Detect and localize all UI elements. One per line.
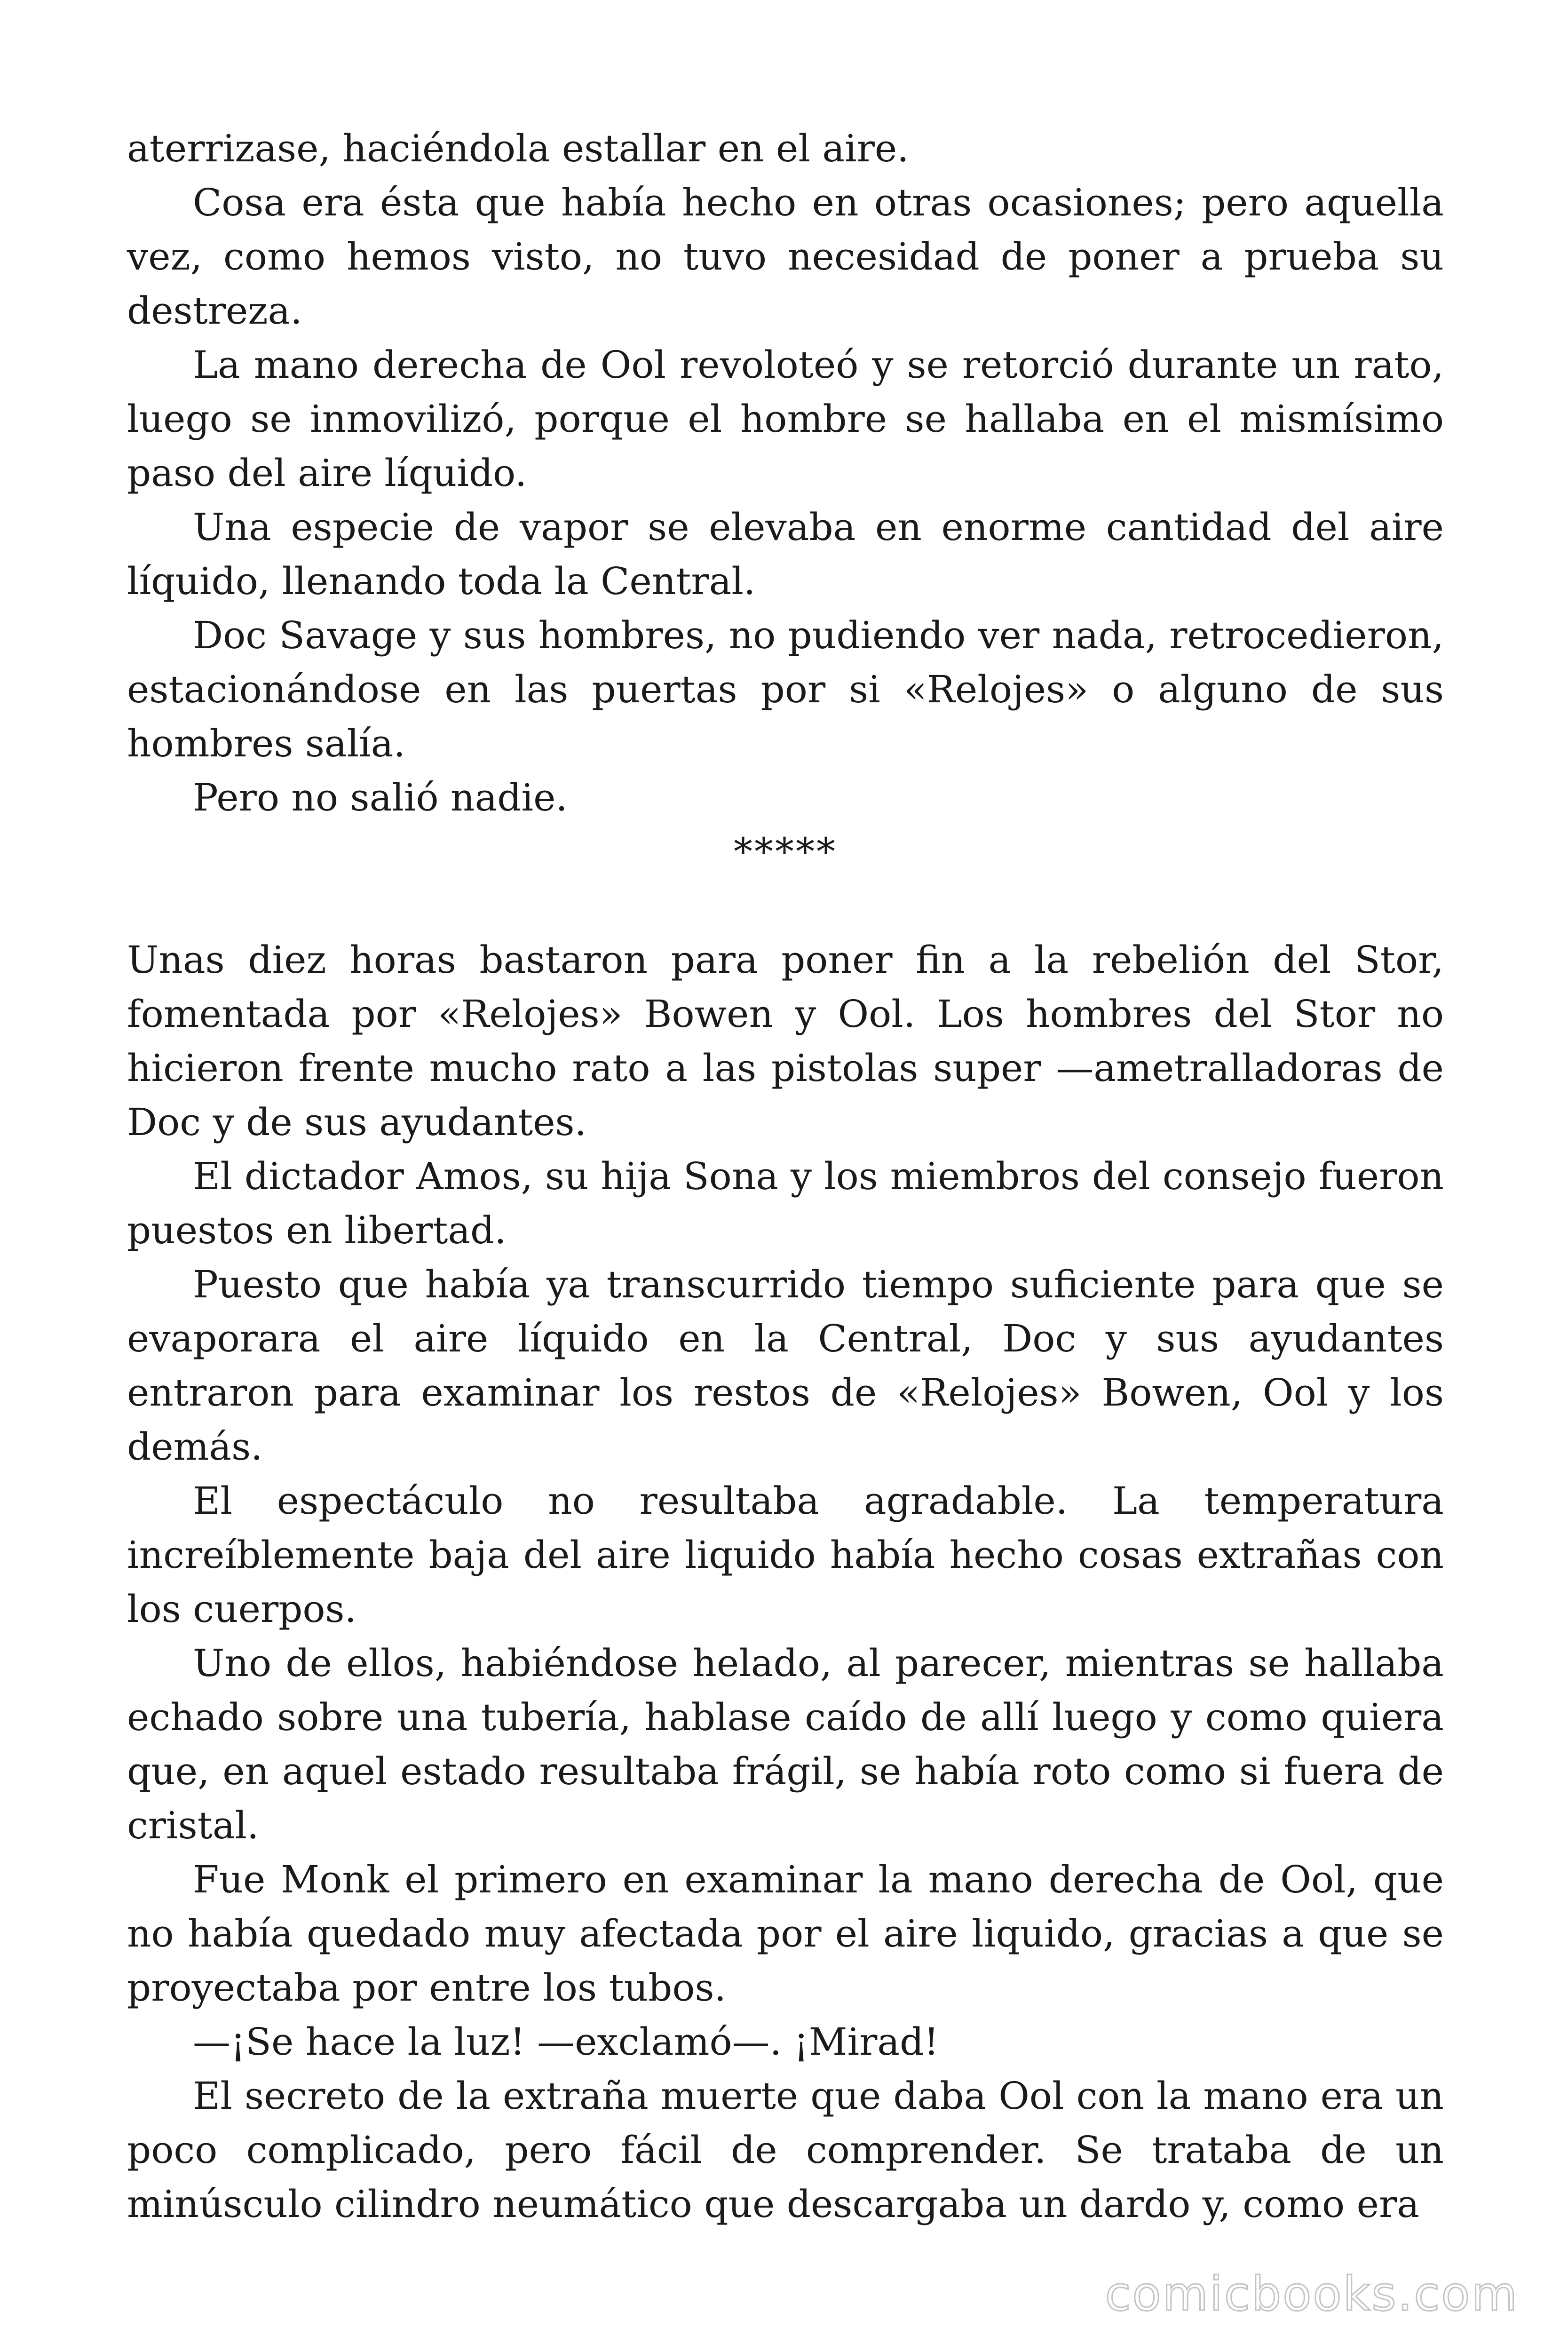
text-block-before-separator: [127, 121, 1444, 825]
paragraph: —¡Se hace la luz! —exclamó—. ¡Mirad!: [193, 2020, 939, 2064]
page-body: [127, 121, 1444, 2231]
text-block-after-separator: [127, 933, 1444, 2231]
paragraph: aterrizase, haciéndola estallar en el aire.: [127, 127, 909, 170]
paragraph: Una especie de vapor se elevaba en enorme cantidad del aire líquido, llenando toda la Central.: [127, 505, 1444, 603]
paragraph: El espectáculo no resultaba agradable. La temperatura increíblemente baja del aire liquido había hecho cosas extrañas con los cuerpos.: [127, 1479, 1444, 1631]
section-separator: *****: [734, 830, 837, 874]
paragraph: Unas diez horas bastaron para poner fin a la rebelión del Stor, fomentada por «Relojes» Bowen y Ool. Los hombres del Stor no hicieron frente mucho rato a las pistolas super —ametralladoras de Doc y de sus ayudantes.: [127, 938, 1444, 1144]
paragraph: Puesto que había ya transcurrido tiempo suficiente para que se evaporara el aire líquido en la Central, Doc y sus ayudantes entraron para examinar los restos de «Relojes» Bowen, Ool y los demás.: [127, 1263, 1444, 1469]
paragraph: La mano derecha de Ool revoloteó y se retorció durante un rato, luego se inmovilizó, porque el hombre se hallaba en el mismísimo paso del aire líquido.: [127, 343, 1444, 495]
watermark: comicbooks.com: [1105, 2266, 1519, 2321]
section-gap: [127, 879, 1444, 933]
paragraph: El secreto de la extraña muerte que daba Ool con la mano era un poco complicado, pero fácil de comprender. Se trataba de un minúsculo cilindro neumático que descargaba un dardo y, como era: [127, 2074, 1444, 2226]
paragraph: Cosa era ésta que había hecho en otras ocasiones; pero aquella vez, como hemos visto, no tuvo necesidad de poner a prueba su destreza.: [127, 181, 1444, 333]
paragraph: El dictador Amos, su hija Sona y los miembros del consejo fueron puestos en libertad.: [127, 1154, 1444, 1252]
paragraph: Pero no salió nadie.: [193, 776, 568, 819]
paragraph: Fue Monk el primero en examinar la mano derecha de Ool, que no había quedado muy afectada por el aire liquido, gracias a que se proyectaba por entre los tubos.: [127, 1858, 1444, 2010]
paragraph: Doc Savage y sus hombres, no pudiendo ver nada, retrocedieron, estacionándose en las puertas por si «Relojes» o alguno de sus hombres salía.: [127, 613, 1444, 765]
paragraph: Uno de ellos, habiéndose helado, al parecer, mientras se hallaba echado sobre una tubería, hablase caído de allí luego y como quiera que, en aquel estado resultaba frágil, se había roto como si fuera de cristal.: [127, 1641, 1444, 1847]
